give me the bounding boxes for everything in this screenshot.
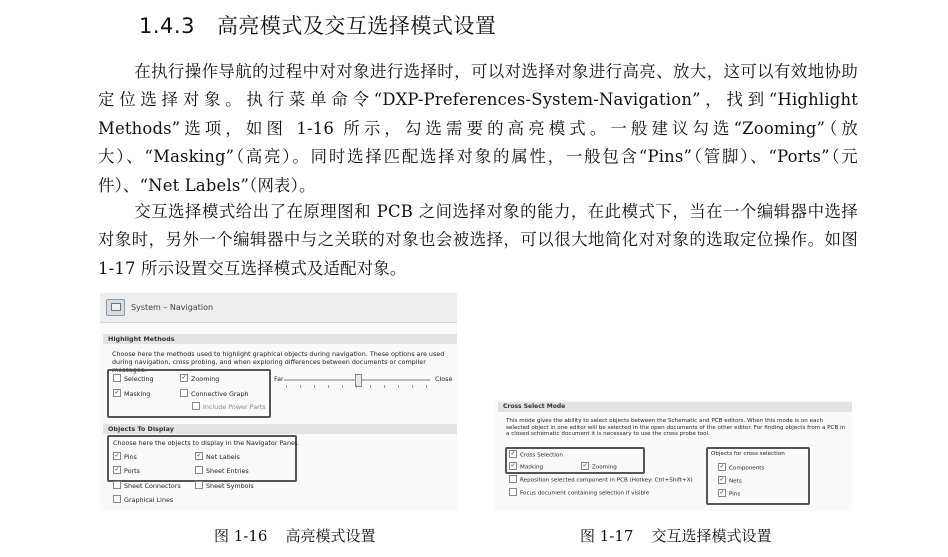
pins-checkbox-2[interactable] [718,490,740,498]
pins-check-2[interactable] [718,489,726,497]
net-labels-check[interactable] [195,452,203,460]
sheet-symbols-checkbox[interactable] [195,482,254,490]
focus-document-label: Focus document containing selection if visible [520,490,650,497]
components-check[interactable] [718,463,726,471]
masking-checkbox[interactable] [113,390,150,398]
zooming-label: Zooming [191,375,220,383]
selecting-checkbox[interactable] [113,375,154,383]
include-power-parts-checkbox[interactable] [192,403,266,411]
focus-document-checkbox[interactable] [509,489,649,497]
pins-check[interactable] [113,452,121,460]
figure-1-16-caption [214,525,375,546]
include-power-parts-label: Include Power Parts [203,403,266,411]
masking-checkbox-2[interactable] [509,463,543,471]
paragraph-1-text: 在执行操作导航的过程中对对象进行选择时，可以对选择对象进行高亮、放大，这可以有效地协助定位选择对象。执行菜单命令“DXP-Preferences-System-Navigation”，找到“Highlight Methods”选项，如图 1-16 所示，勾选需要的高亮模式。一般建议勾选“Zooming”（放大）、“Masking”（高亮）。同时选择匹配选择对象的属性，一般包含“Pins”（管脚）、“Ports”（元件）、“Net Labels”（网表）。 [98,62,858,195]
selecting-label: Selecting [124,375,154,383]
graphical-lines-check[interactable] [113,495,121,503]
graphical-lines-checkbox[interactable] [113,496,173,504]
slider-far-label: Far [274,375,284,383]
section-title: 高亮模式及交互选择模式设置 [216,14,497,38]
figure-navigation-screenshot [100,293,457,511]
paragraph-2 [98,198,858,283]
figure-1-17-caption [580,525,771,546]
cross-select-description: This mode gives the ability to select objects between the Schematic and PCB editors. When this mode is on each selected object in one editor will be selected in the open documents of the other editor. For finding objects from a PCB in a closed schematic document it is necessary to use the cross probe tool. [506,418,846,438]
sheet-entries-check[interactable] [195,466,203,474]
reposition-label: Reposition selected component in PCB (Hotkey: Ctrl+Shift+X) [520,477,693,484]
pins-label: Pins [124,453,137,461]
slider-close-label: Close [435,375,453,383]
zooming-check[interactable] [180,374,188,382]
section-heading [139,10,496,40]
highlight-methods-header: Highlight Methods [103,334,457,344]
ports-check[interactable] [113,466,121,474]
masking-check-2[interactable] [509,462,517,470]
components-checkbox[interactable] [718,464,764,472]
connective-graph-check[interactable] [180,389,188,397]
highlight-methods-description: Choose here the methods used to highlight graphical objects during navigation. These options are used during navigation, cross probing, and when exploring differences between documents or compiler messages. [112,350,445,374]
reposition-checkbox[interactable] [509,476,693,484]
objects-to-display-header: Objects To Display [103,424,457,434]
figure-1-16-text: 高亮模式设置 [285,527,376,545]
nets-label: Nets [729,478,742,485]
figure-1-17-number: 图 1-17 [580,527,634,545]
masking-label: Masking [124,390,151,398]
connective-graph-label: Connective Graph [191,390,249,398]
zooming-label-2: Zooming [592,464,617,471]
figure-cross-select-screenshot [494,401,852,511]
sheet-connectors-checkbox[interactable] [113,482,181,490]
navigation-icon [106,299,125,316]
ports-label: Ports [124,467,140,475]
net-labels-checkbox[interactable] [195,453,240,461]
sheet-connectors-check[interactable] [113,481,121,489]
include-power-parts-check[interactable] [192,402,200,410]
zoom-slider-ticks [286,385,428,388]
window-title: System – Navigation [131,303,214,312]
nets-checkbox[interactable] [718,477,742,485]
figure-1-17-text: 交互选择模式设置 [651,527,772,545]
net-labels-label: Net Labels [206,453,240,461]
pins-checkbox[interactable] [113,453,137,461]
zooming-checkbox-2[interactable] [581,463,617,471]
cross-select-header: Cross Select Mode [498,402,852,412]
sheet-entries-checkbox[interactable] [195,467,249,475]
objects-cross-title: Objects for cross selection [711,451,785,457]
masking-check[interactable] [113,389,121,397]
figure-1-16-number: 图 1-16 [214,527,268,545]
window-titlebar [100,293,457,323]
cross-selection-label: Cross Selection [520,452,563,459]
components-label: Components [729,465,765,472]
graphical-lines-label: Graphical Lines [124,496,174,504]
section-number: 1.4.3 [139,14,195,38]
pins-label-2: Pins [729,491,741,498]
sheet-connectors-label: Sheet Connectors [124,482,181,490]
objects-description: Choose here the objects to display in the Navigator Panel. [113,439,299,447]
masking-label-2: Masking [520,464,544,471]
sheet-entries-label: Sheet Entries [206,467,249,475]
zooming-check-2[interactable] [581,462,589,470]
zooming-checkbox[interactable] [180,375,219,383]
ports-checkbox[interactable] [113,467,140,475]
nets-check[interactable] [718,476,726,484]
reposition-check[interactable] [509,475,517,483]
paragraph-2-text: 交互选择模式给出了在原理图和 PCB 之间选择对象的能力，在此模式下，当在一个编辑器中选择对象时，另外一个编辑器中与之关联的对象也会被选择，可以很大地简化对对象的选取定位操作。如图 1-17 所示设置交互选择模式及适配对象。 [98,202,858,278]
cross-selection-check[interactable] [509,450,517,458]
sheet-symbols-label: Sheet Symbols [206,482,254,490]
sheet-symbols-check[interactable] [195,481,203,489]
paragraph-1 [98,58,858,200]
selecting-check[interactable] [113,374,121,382]
connective-graph-checkbox[interactable] [180,390,249,398]
focus-document-check[interactable] [509,488,517,496]
cross-selection-checkbox[interactable] [509,451,563,459]
